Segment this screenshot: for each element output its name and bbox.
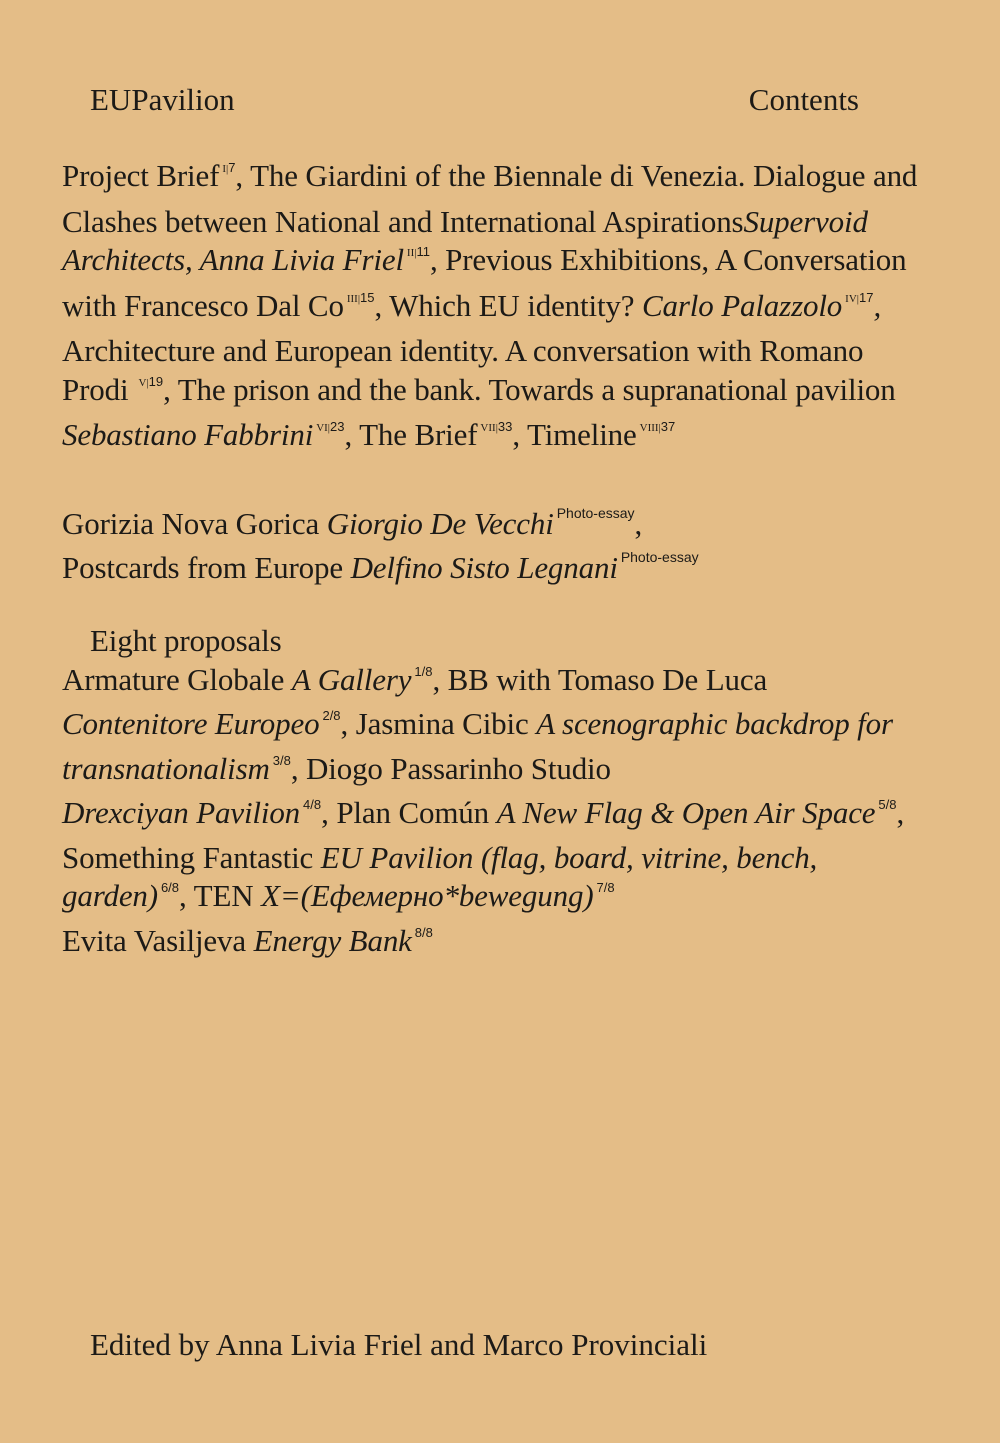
page-number: 15 [360,289,375,305]
proposal-number: 8/8 [414,924,433,940]
proposal-title: EU Pavilion (flag, board, vitrine, bench, garden) [62,839,818,913]
entry-title: Which EU identity? [389,287,635,323]
proposal-number: 4/8 [303,797,322,812]
roman-numeral: IV| [845,292,859,305]
proposal-author: TEN [193,878,254,913]
separator: , [321,795,337,830]
proposal-author: Plan Común [336,795,489,830]
proposal-title: A New Flag & Open Air Space [496,795,876,830]
entry-author: Delfino Sisto Legnani [350,549,618,585]
entry-title: The prison and the bank. Towards a supranational pavilion [177,371,896,407]
roman-numeral: II| [406,247,417,259]
entry-title: Gorizia Nova Gorica [62,506,320,541]
separator: , [896,795,905,830]
separator: , [344,417,360,452]
proposal-author: Something Fantastic [62,839,314,875]
page-number: 7 [228,160,236,175]
proposal-number: 6/8 [160,880,180,895]
proposal-author: Jasmina Cibic [355,706,529,741]
roman-numeral: VIII| [639,422,661,434]
entry-author: Giorgio De Vecchi [326,506,554,541]
proposal-title: Energy Bank [253,922,412,958]
separator: , [374,287,383,323]
photo-essays-list [62,505,942,592]
entry-title: Project Brief [62,158,220,193]
separator: , [432,661,448,697]
proposal-title: Contenitore Europeo [62,706,320,741]
entry-tag: Photo-essay [556,505,635,521]
proposal-number: 5/8 [878,797,897,812]
separator: , [179,878,194,913]
entry-title: Timeline [527,417,637,452]
proposal-number: 2/8 [322,708,341,723]
page-number: 19 [148,373,164,389]
essays-list [62,157,942,462]
page-number: 23 [330,419,345,434]
page-number: 33 [497,419,513,434]
roman-numeral: VI| [316,422,330,434]
separator: , [873,287,882,323]
page-number: 17 [858,289,874,305]
entry-author: Carlo Palazzolo [642,287,843,323]
entry-author: Sebastiano Fabbrini [62,417,314,452]
separator: , [634,506,643,541]
entry-title: The Brief [359,417,478,452]
proposals-heading: Eight proposals [90,623,282,658]
proposal-number: 3/8 [272,752,291,768]
editors-credit: Edited by Anna Livia Friel and Marco Provinciali [90,1327,708,1362]
separator: , [429,242,438,277]
roman-numeral: III| [346,292,361,305]
proposal-number: 7/8 [596,880,615,895]
proposal-title: A Gallery [291,661,412,697]
entry-author: Supervoid Architects, Anna Livia Friel [62,203,868,277]
entry-title: Architecture and European identity. A conversation with Romano Prodi [62,333,864,407]
proposal-number: 1/8 [414,663,433,679]
proposal-author: Diogo Passarinho Studio [306,750,611,786]
entry-title: Postcards from Europe [62,549,343,585]
proposal-title: X=(Ефемерно*bewegung) [261,878,594,913]
proposal-title: Drexciyan Pavilion [62,795,301,830]
roman-numeral: I| [222,163,229,175]
page-number: 11 [416,244,430,259]
entry-title: The Giardini of the Biennale di Venezia. Dialogue and Clashes between National and International Aspirations [62,158,918,239]
proposal-author: Evita Vasiljeva [62,922,246,958]
roman-numeral: VII| [480,422,498,434]
section-title: Contents [748,82,859,117]
proposal-author: Armature Globale [62,661,285,697]
entry-tag: Photo-essay [620,548,699,565]
separator: , [235,158,251,193]
roman-numeral: V| [138,376,149,389]
proposals-list [62,622,942,966]
separator: , [340,706,356,741]
page-header [90,80,859,120]
separator: , [512,417,527,452]
separator: , [163,371,171,407]
proposal-title: A scenographic backdrop for transnationalism [62,706,893,786]
entry-title: Previous Exhibitions, A Conversation with Francesco Dal Co [62,242,907,323]
publication-title: EUPavilion [90,82,235,117]
proposal-author: BB with Tomaso De Luca [447,661,768,697]
separator: , [290,750,307,786]
page-number: 37 [660,419,676,434]
